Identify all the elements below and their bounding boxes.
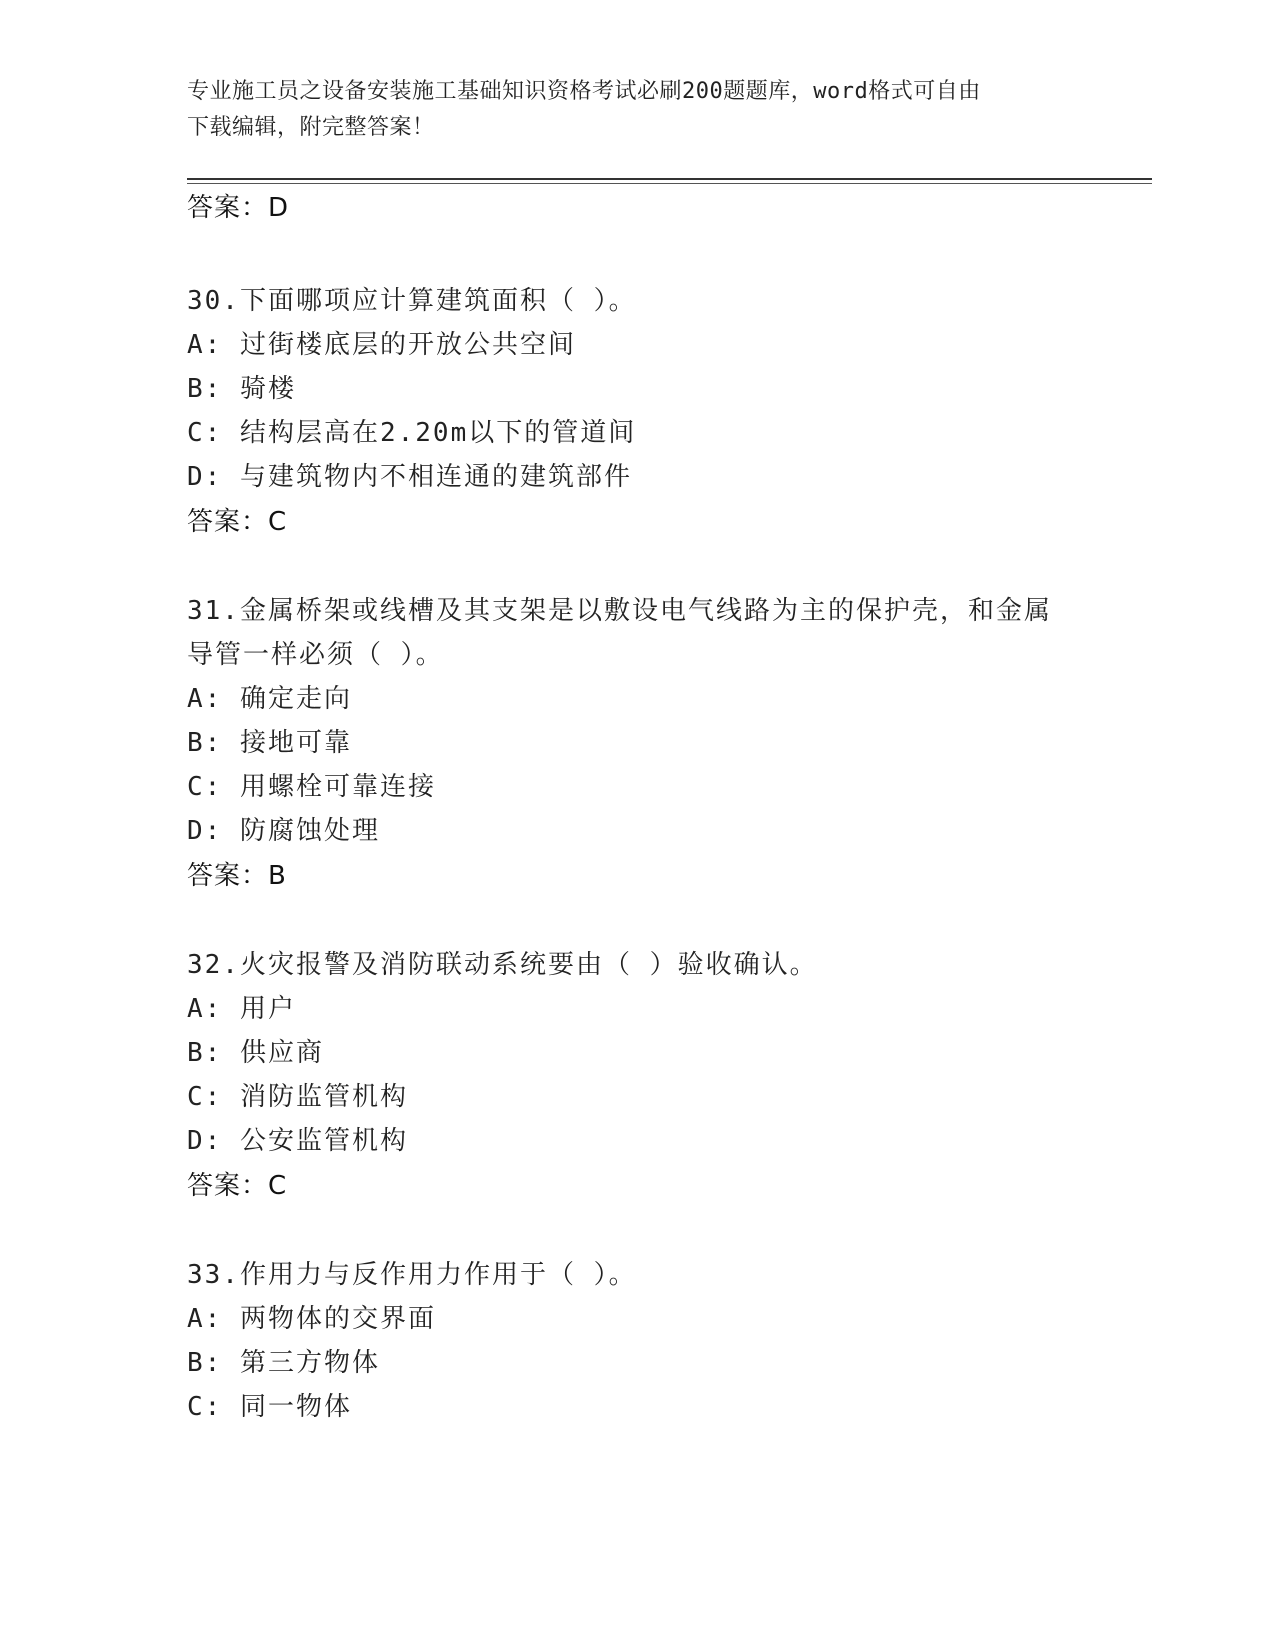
question-30-option-a: A: 过街楼底层的开放公共空间 <box>187 330 576 360</box>
question-30-option-c: C: 结构层高在2.20m以下的管道间 <box>187 418 637 448</box>
question-31-option-d: D: 防腐蚀处理 <box>187 816 380 846</box>
header-divider-thin <box>187 183 1152 184</box>
question-30-option-d: D: 与建筑物内不相连通的建筑部件 <box>187 462 632 492</box>
question-31-stem-line-1: 31.金属桥架或线槽及其支架是以敷设电气线路为主的保护壳，和金属 <box>187 596 1052 626</box>
question-32-option-a: A: 用户 <box>187 994 296 1024</box>
question-32-answer: 答案：C <box>187 1171 288 1201</box>
question-31-option-c: C: 用螺栓可靠连接 <box>187 772 436 802</box>
question-31-answer: 答案：B <box>187 861 287 891</box>
page-header <box>187 74 1087 146</box>
question-30-stem: 30.下面哪项应计算建筑面积（ ）。 <box>187 286 637 316</box>
question-30-answer: 答案：C <box>187 507 288 537</box>
question-33-option-b: B: 第三方物体 <box>187 1348 380 1378</box>
question-33-option-c: C: 同一物体 <box>187 1392 352 1422</box>
previous-answer: 答案：D <box>187 193 290 223</box>
question-32-option-d: D: 公安监管机构 <box>187 1126 408 1156</box>
question-33-option-a: A: 两物体的交界面 <box>187 1304 436 1334</box>
question-31-option-a: A: 确定走向 <box>187 684 352 714</box>
header-divider <box>187 178 1152 180</box>
header-line-2: 下载编辑，附完整答案！ <box>187 115 435 140</box>
header-line-1: 专业施工员之设备安装施工基础知识资格考试必刷200题题库，word格式可自由 <box>187 79 981 104</box>
question-32-stem: 32.火灾报警及消防联动系统要由（ ）验收确认。 <box>187 950 818 980</box>
question-33-stem: 33.作用力与反作用力作用于（ ）。 <box>187 1260 637 1290</box>
question-31-stem-line-2: 导管一样必须（ ）。 <box>187 640 444 670</box>
question-32-option-c: C: 消防监管机构 <box>187 1082 408 1112</box>
question-31-option-b: B: 接地可靠 <box>187 728 352 758</box>
question-30-option-b: B: 骑楼 <box>187 374 296 404</box>
question-32-option-b: B: 供应商 <box>187 1038 324 1068</box>
